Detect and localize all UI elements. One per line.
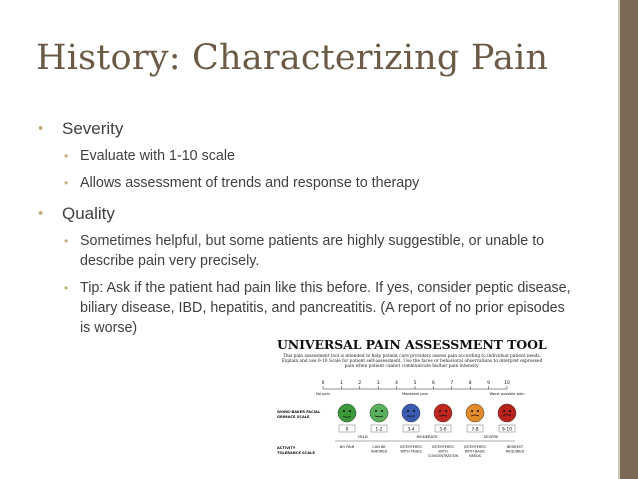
- face-eye-icon: [413, 410, 415, 412]
- activity-label: REQUIRED: [505, 449, 525, 454]
- right-decorative-bar: [620, 0, 638, 479]
- sub-bullet-text: Evaluate with 1-10 scale: [80, 148, 235, 164]
- scale-number: 0: [321, 381, 325, 386]
- face-scale-label: GRIMACE SCALE: [277, 415, 310, 419]
- pain-tool-description: This pain assessment tool is intended to help patient care providers assess pain according to individual patient needs. Explain and use 0-10 Scale for patient self-assessment. Use the faces or behavioral observations to interpret expressed pain when patient cannot communicate his/her pain intensity.: [281, 354, 543, 369]
- activity-scale-label: ACTIVITY: [277, 446, 296, 450]
- bullet-text: Quality: [62, 204, 115, 223]
- activity-label: CONCENTRATION: [427, 454, 459, 458]
- scale-number: 6: [431, 381, 435, 386]
- activity-label: BEDREST: [506, 445, 524, 449]
- intensity-label: SEVERE: [483, 434, 499, 439]
- bullet-dot-icon: •: [64, 234, 69, 248]
- face-eye-icon: [381, 410, 383, 412]
- activity-label: INTERFERES: [400, 445, 422, 449]
- bullet-text: Severity: [62, 119, 124, 138]
- scale-number: 8: [468, 381, 472, 386]
- activity-label: INTERFERES: [464, 445, 486, 449]
- bullet-quality: [36, 203, 596, 225]
- scale-number: 1: [339, 381, 343, 386]
- sub-bullet: [62, 231, 572, 271]
- pain-scale-graphic: [275, 337, 548, 471]
- activity-label: WITH: [438, 449, 448, 454]
- bullet-dot-icon: •: [64, 281, 69, 295]
- intensity-label: MILD: [358, 434, 368, 439]
- activity-scale-label: TOLERANCE SCALE: [277, 451, 315, 455]
- pain-tool-title: UNIVERSAL PAIN ASSESSMENT TOOL: [277, 337, 547, 352]
- face-label: 0: [345, 427, 349, 433]
- face-eye-icon: [343, 410, 345, 412]
- face-label: 9-10: [501, 427, 513, 433]
- bullet-dot-icon: •: [38, 205, 44, 222]
- face-label: 1-2: [375, 427, 383, 433]
- activity-label: WITH TASKS: [400, 449, 422, 454]
- scale-anchor-label: Moderate pain: [402, 392, 428, 396]
- face-eye-icon: [407, 410, 409, 412]
- activity-label: CAN BE: [372, 445, 386, 449]
- bullet-dot-icon: •: [64, 149, 69, 163]
- scale-number: 2: [358, 381, 362, 386]
- scale-number: 9: [487, 381, 491, 386]
- face-icon: [338, 404, 356, 422]
- face-icon: [370, 404, 388, 422]
- scale-number: 4: [395, 381, 399, 386]
- slide-title: History: Characterizing Pain: [36, 38, 549, 78]
- face-label: 5-6: [439, 427, 447, 433]
- bullet-severity: [36, 118, 596, 140]
- face-icon: [498, 404, 516, 422]
- scale-number: 10: [504, 381, 510, 386]
- sub-bullet-text: Allows assessment of trends and response to therapy: [80, 175, 420, 191]
- face-icon: [466, 404, 484, 422]
- face-eye-icon: [503, 410, 505, 412]
- scale-anchor-label: Worst possible pain: [489, 392, 525, 396]
- face-label: 7-8: [471, 427, 479, 433]
- scale-number: 3: [376, 381, 380, 386]
- sub-bullet-text: Sometimes helpful, but some patients are highly suggestible, or unable to describe pain very precisely.: [80, 233, 545, 269]
- face-icon: [434, 404, 452, 422]
- face-eye-icon: [375, 410, 377, 412]
- bullet-dot-icon: •: [64, 176, 69, 190]
- bullet-list: [36, 118, 596, 345]
- activity-label: IGNORED: [370, 449, 388, 454]
- face-eye-icon: [477, 410, 479, 412]
- face-eye-icon: [509, 410, 511, 412]
- sub-bullet: [62, 278, 572, 338]
- face-eye-icon: [349, 410, 351, 412]
- intensity-label: MODERATE: [416, 434, 438, 439]
- activity-label: WITH BASIC: [464, 449, 486, 454]
- activity-label: NO PAIN: [339, 445, 355, 449]
- bullet-dot-icon: •: [38, 120, 44, 137]
- face-eye-icon: [439, 410, 441, 412]
- activity-label: INTERFERES: [432, 445, 454, 449]
- face-eye-icon: [471, 410, 473, 412]
- sub-bullet: [62, 146, 572, 166]
- face-label: 3-4: [407, 427, 415, 433]
- scale-number: 5: [413, 381, 417, 386]
- face-scale-label: WONG-BAKER FACIAL: [277, 410, 321, 414]
- face-eye-icon: [445, 410, 447, 412]
- scale-anchor-label: No pain: [316, 392, 330, 396]
- face-icon: [402, 404, 420, 422]
- scale-number: 7: [450, 381, 454, 386]
- pain-assessment-tool-image: [275, 337, 548, 471]
- sub-bullet-text: Tip: Ask if the patient had pain like this before. If yes, consider peptic disease, biliary disease, IBD, hepatitis, and pancreatitis. (A report of no prior episodes is worse): [80, 280, 571, 336]
- activity-label: NEEDS: [469, 454, 481, 458]
- sub-bullet: [62, 173, 572, 193]
